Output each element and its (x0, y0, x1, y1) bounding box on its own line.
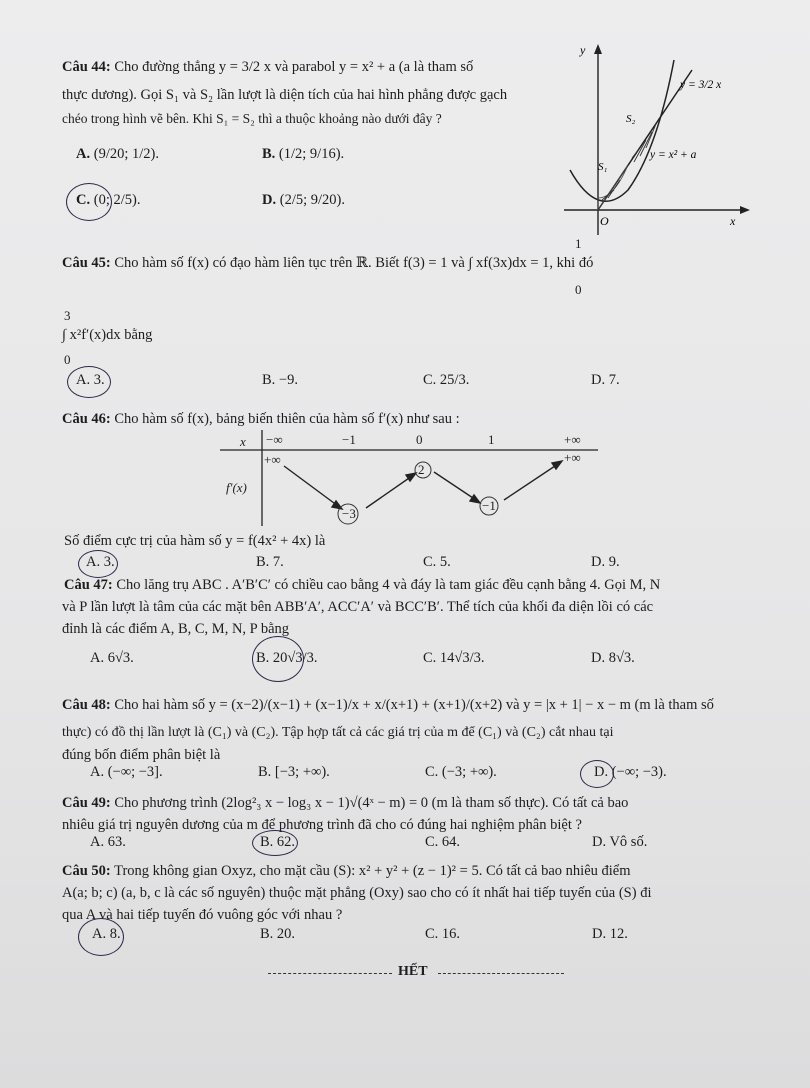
q48-line2: thực) có đồ thị lần lượt là (C₁) và (C₂). Tập hợp tất cả các giá trị của m để (C₁) và (C₂) cắt nhau tại (62, 725, 614, 740)
end-divider-right (438, 973, 564, 974)
q48-option-a[interactable]: A. (−∞; −3]. (90, 764, 163, 780)
q46-line1: Câu 46: Cho hàm số f(x), bảng biến thiên của hàm số f′(x) như sau : (62, 411, 460, 427)
q46-option-b[interactable]: B. 7. (256, 554, 284, 570)
q50-line3: qua A và hai tiếp tuyến đó vuông góc với nhau ? (62, 907, 343, 923)
q49-option-c[interactable]: C. 64. (425, 834, 461, 850)
table-val-max: 2 (418, 462, 425, 477)
q48-line3: đúng bốn điểm phân biệt là (62, 747, 221, 763)
q45-int2-lower: 0 (64, 352, 71, 367)
q49-line1: Câu 49: Cho phương trình (2log²₃ x − log₃ x − 1)√(4ˣ − m) = 0 (m là tham số thực). Có tất cả bao (62, 795, 629, 811)
q47-option-c[interactable]: C. 14√3/3. (423, 650, 485, 666)
q46-variation-table (220, 428, 600, 528)
q48-line1: Câu 48: Cho hai hàm số y = (x−2)/(x−1) + (x−1)/x + x/(x+1) + (x+1)/(x+2) và y = |x + 1| − x − m (m là tham số (62, 697, 714, 713)
table-val-min1: −3 (342, 506, 356, 521)
q48-option-c[interactable]: C. (−3; +∞). (425, 764, 497, 780)
table-col-0: 0 (416, 432, 423, 447)
q49-option-b[interactable]: B. 62. (260, 834, 296, 850)
answer-circle-q48 (580, 760, 614, 788)
table-col-pos-inf: +∞ (564, 432, 581, 447)
end-marker: HẾT (398, 964, 428, 979)
q48-option-d[interactable]: D. (−∞; −3). (594, 764, 667, 780)
q46-option-c[interactable]: C. 5. (423, 554, 451, 570)
q45-line2: ∫ x²f′(x)dx bằng (62, 327, 153, 343)
q47-option-d[interactable]: D. 8√3. (591, 650, 635, 666)
answer-circle-q50 (78, 918, 124, 956)
q46-option-d[interactable]: D. 9. (591, 554, 620, 570)
q44-label: Câu 44: (62, 59, 111, 75)
graph-origin-label: O (600, 214, 609, 228)
q50-label: Câu 50: (62, 863, 111, 879)
q49-option-d[interactable]: D. Vô số. (592, 834, 648, 850)
q48-option-b[interactable]: B. [−3; +∞). (258, 764, 330, 780)
q47-label: Câu 47: (64, 577, 113, 593)
q50-line1: Câu 50: Trong không gian Oxyz, cho mặt cầu (S): x² + y² + (z − 1)² = 5. Có tất cả bao nhiêu điểm (62, 863, 631, 879)
q47-line2: và P lần lượt là tâm của các mặt bên ABB′A′, ACC′A′ và BCC′B′. Thể tích của khối đa diện lồi có các (62, 599, 654, 615)
q45-line1: Câu 45: Cho hàm số f(x) có đạo hàm liên tục trên ℝ. Biết f(3) = 1 và ∫ xf(3x)dx = 1, khi đó (62, 255, 594, 271)
graph-x-label: x (730, 214, 736, 228)
q44-option-b[interactable]: B. (1/2; 9/16). (262, 146, 345, 162)
q44-option-a[interactable]: A. (9/20; 1/2). (76, 146, 159, 162)
q44-line3: chéo trong hình vẽ bên. Khi S₁ = S₂ thì a thuộc khoảng nào dưới đây ? (62, 111, 442, 126)
table-val-end: +∞ (564, 450, 581, 465)
q50-line2: A(a; b; c) (a, b, c là các số nguyên) thuộc mặt phẳng (Oxy) sao cho có ít nhất hai tiếp tuyến của (S) đi (62, 885, 652, 901)
q50-option-a[interactable]: A. 8. (92, 926, 121, 942)
answer-circle-q44 (66, 183, 112, 221)
q47-option-a[interactable]: A. 6√3. (90, 650, 134, 666)
q48-label: Câu 48: (62, 697, 111, 713)
q44-option-c[interactable]: C. (0; 2/5). (76, 192, 141, 208)
q45-option-c[interactable]: C. 25/3. (423, 372, 470, 388)
answer-circle-q49 (252, 830, 298, 856)
answer-circle-q47 (252, 636, 304, 682)
q44-line2: thực dương). Gọi S₁ và S₂ lần lượt là diện tích của hai hình phẳng được gạch (62, 87, 508, 103)
q45-option-a[interactable]: A. 3. (76, 372, 105, 388)
q47-option-b[interactable]: B. 20√3/3. (256, 650, 318, 666)
end-divider-left (268, 973, 392, 974)
q44-line1 (62, 58, 473, 76)
graph-s2-label: S₂ (626, 113, 636, 125)
q45-option-d[interactable]: D. 7. (591, 372, 620, 388)
q49-label: Câu 49: (62, 795, 111, 811)
q46-option-a[interactable]: A. 3. (86, 554, 115, 570)
q50-option-c[interactable]: C. 16. (425, 926, 461, 942)
q46-line2: Số điểm cực trị của hàm số y = f(4x² + 4x) là (64, 533, 326, 549)
q44-text1: Cho đường thẳng y = 3/2 x và parabol y = x² + a (a là tham số (114, 59, 474, 75)
graph-y-label: y (580, 43, 586, 57)
q49-line2: nhiêu giá trị nguyên dương của m để phương trình đã cho có đúng hai nghiệm phân biệt ? (62, 817, 582, 833)
table-col-1: 1 (488, 432, 495, 447)
q50-option-d[interactable]: D. 12. (592, 926, 628, 942)
q44-option-d[interactable]: D. (2/5; 9/20). (262, 192, 345, 208)
graph-line-label: y = 3/2 x (680, 79, 722, 91)
q50-option-b[interactable]: B. 20. (260, 926, 296, 942)
q45-int1-lower: 0 (575, 282, 582, 297)
table-val-start: +∞ (264, 452, 281, 467)
q49-option-a[interactable]: A. 63. (90, 834, 126, 850)
q45-label: Câu 45: (62, 255, 111, 271)
table-col-neg-inf: −∞ (266, 432, 283, 447)
q47-line3: đỉnh là các điểm A, B, C, M, N, P bằng (62, 621, 290, 637)
graph-s1-label: S₁ (598, 161, 608, 173)
answer-circle-q46 (78, 550, 118, 578)
q45-option-b[interactable]: B. −9. (262, 372, 298, 388)
q46-label: Câu 46: (62, 411, 111, 427)
q47-line1: Câu 47: Cho lăng trụ ABC . A′B′C′ có chiều cao bằng 4 và đáy là tam giác đều cạnh bằng 4. Gọi M, N (64, 577, 661, 593)
graph-parabola-label: y = x² + a (650, 149, 697, 161)
q44-graph (562, 40, 752, 240)
q45-int1-upper: 1 (575, 236, 582, 251)
table-fprime-label: f′(x) (226, 480, 247, 495)
table-col-neg1: −1 (342, 432, 356, 447)
table-val-min2: −1 (482, 498, 496, 513)
q45-int2-upper: 3 (64, 308, 71, 323)
table-x-label: x (240, 434, 246, 449)
answer-circle-q45 (67, 366, 111, 398)
